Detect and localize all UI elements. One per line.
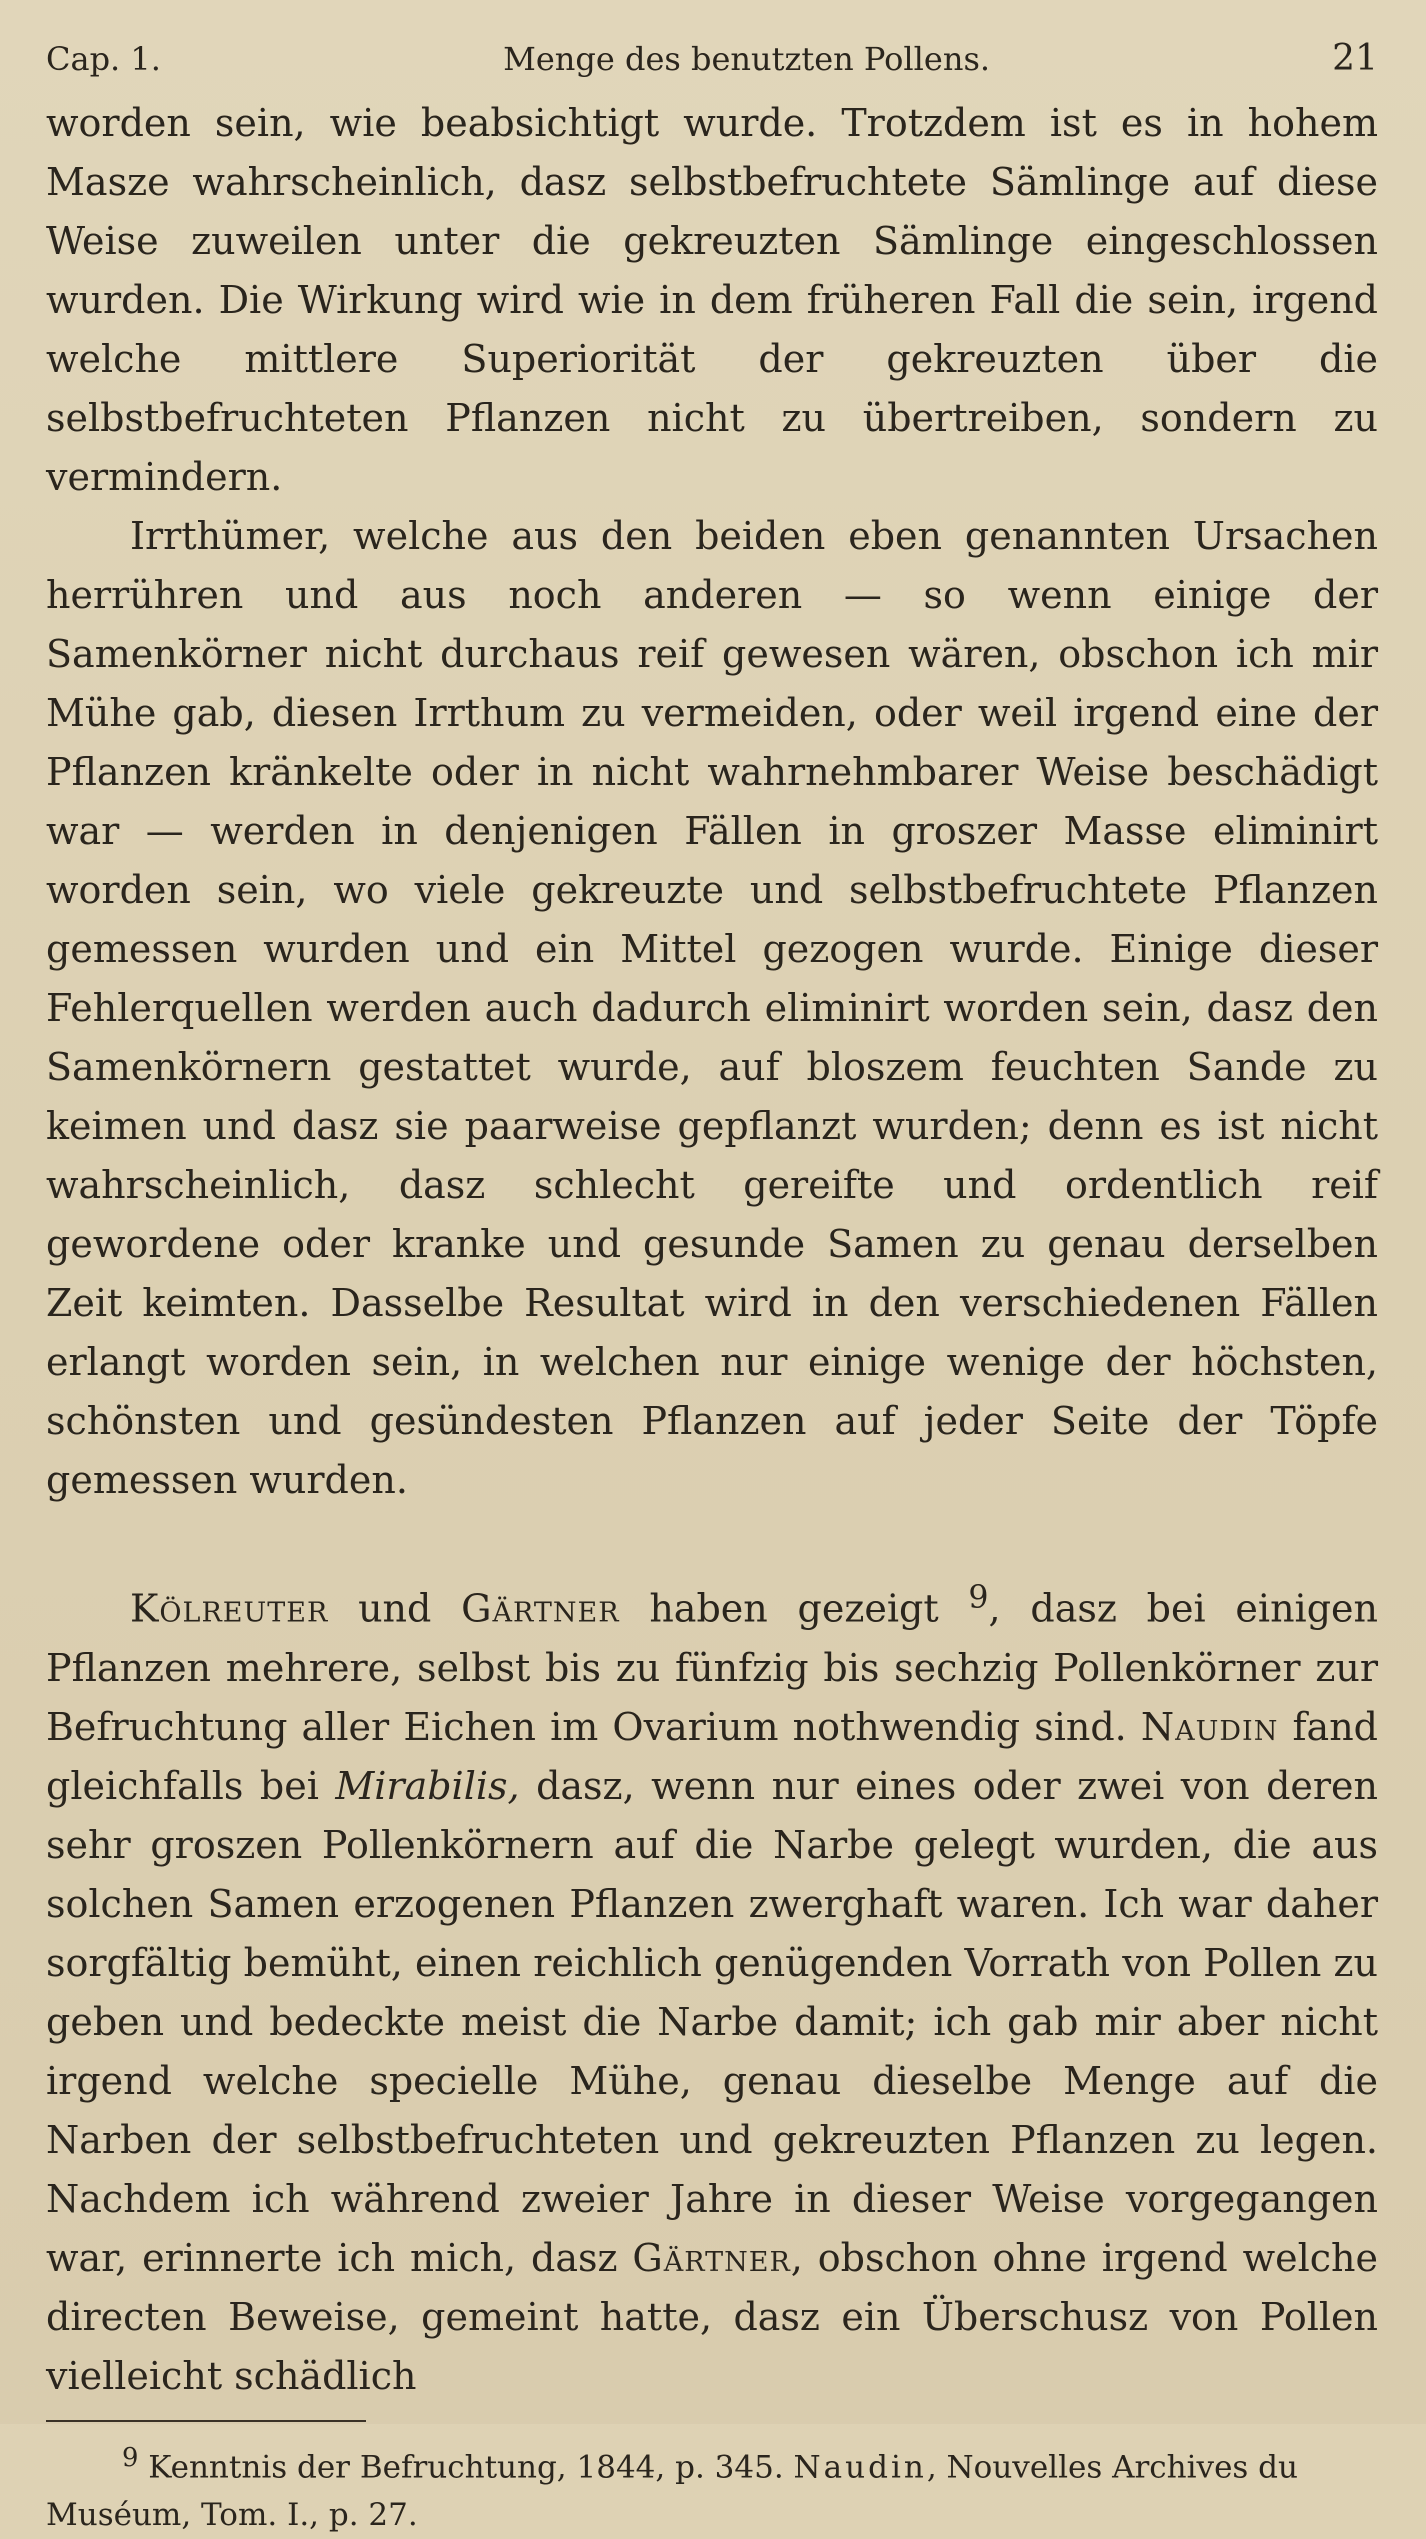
footnote: [46, 2434, 1378, 2539]
running-header: [46, 38, 1378, 90]
footnote-reference: 9: [968, 1580, 989, 1616]
text-run: , dasz bei einigen Pflanzen mehrere, selbst bis zu fünfzig bis sechzig Pollenkörner zur Befruchtung aller Eichen im Ovarium nothwendig sind.: [46, 1586, 1378, 1749]
author-name: Gärtner: [461, 1586, 620, 1631]
running-title: Menge des benutzten Pollens.: [503, 40, 991, 78]
text-run: haben gezeigt: [619, 1586, 969, 1631]
page-number: 21: [1332, 38, 1378, 79]
text-run: dasz, wenn nur eines oder zwei von deren sehr groszen Pollenkörnern auf die Narbe gelegt wurden, die aus solchen Samen erzogenen Pflanzen zwerghaft waren. Ich war daher sorgfältig bemüht, einen reichlich genügenden Vorrath von Pollen zu geben und bedeckte meist die Narbe damit; ich gab mir aber nicht irgend welche specielle Mühe, genau dieselbe Menge auf die Narben der selbstbefruchteten und gekreuzten Pflanzen zu legen. Nachdem ich während zweier Jahre in dieser Weise vorgegangen war, erinnerte ich mich, dasz: [46, 1763, 1379, 2280]
text-run: , obschon ohne irgend welche directen Beweise, gemeint hatte, dasz ein Überschusz von Pollen vielleicht schädlich: [46, 2235, 1378, 2398]
footnote-marker: 9: [122, 2442, 139, 2473]
text-run: fand gleichfalls bei: [46, 1704, 1378, 1808]
footnote-text: , Nouvelles Archives du Muséum, Tom. I., p. 27.: [46, 2448, 1298, 2533]
author-name: Gärtner: [632, 2235, 791, 2280]
author-name: Naudin: [1140, 1704, 1279, 1749]
paragraph-pollen-quantity: [46, 1569, 1378, 2406]
footnote-author: Naudin: [793, 2448, 927, 2485]
genus-name: Mirabilis,: [335, 1763, 520, 1808]
author-name: Kölreuter: [130, 1586, 329, 1631]
footnote-divider: [46, 2420, 366, 2422]
chapter-label: Cap. 1.: [46, 40, 161, 78]
paragraph-errors: Irrthümer, welche aus den beiden eben genannten Ursachen herrühren und aus noch anderen — so wenn einige der Samenkörner nicht durchaus reif gewesen wären, obschon ich mir Mühe gab, diesen Irrthum zu vermeiden, oder weil irgend eine der Pflanzen kränkelte oder in nicht wahrnehmbarer Weise beschädigt war — werden in denjenigen Fällen in groszer Masse eliminirt worden sein, wo viele gekreuzte und selbstbefruchtete Pflanzen gemessen wurden und ein Mittel gezogen wurde. Einige dieser Fehlerquellen werden auch dadurch eliminirt worden sein, dasz den Samenkörnern gestattet wurde, auf bloszem feuchten Sande zu keimen und dasz sie paarweise gepflanzt wurden; denn es ist nicht wahrscheinlich, dasz schlecht gereifte und ordentlich reif gewordene oder kranke und gesunde Samen zu genau derselben Zeit keimten. Dasselbe Resultat wird in den verschiedenen Fällen erlangt worden sein, in welchen nur einige wenige der höchsten, schönsten und gesündesten Pflanzen auf jeder Seite der Töpfe gemessen wurden.: [46, 514, 1378, 1502]
paragraph-continuation: worden sein, wie beabsichtigt wurde. Trotzdem ist es in hohem Masze wahrscheinlich, dasz selbstbefruchtete Sämlinge auf diese Weise zuweilen unter die gekreuzten Sämlinge eingeschlossen wurden. Die Wirkung wird wie in dem früheren Fall die sein, irgend welche mittlere Superiorität der gekreuzten über die selbstbefruchteten Pflanzen nicht zu übertreiben, sondern zu vermindern.: [46, 101, 1378, 499]
text-run: und: [328, 1586, 462, 1631]
footnote-text: Kenntnis der Befruchtung, 1844, p. 345.: [138, 2448, 794, 2485]
